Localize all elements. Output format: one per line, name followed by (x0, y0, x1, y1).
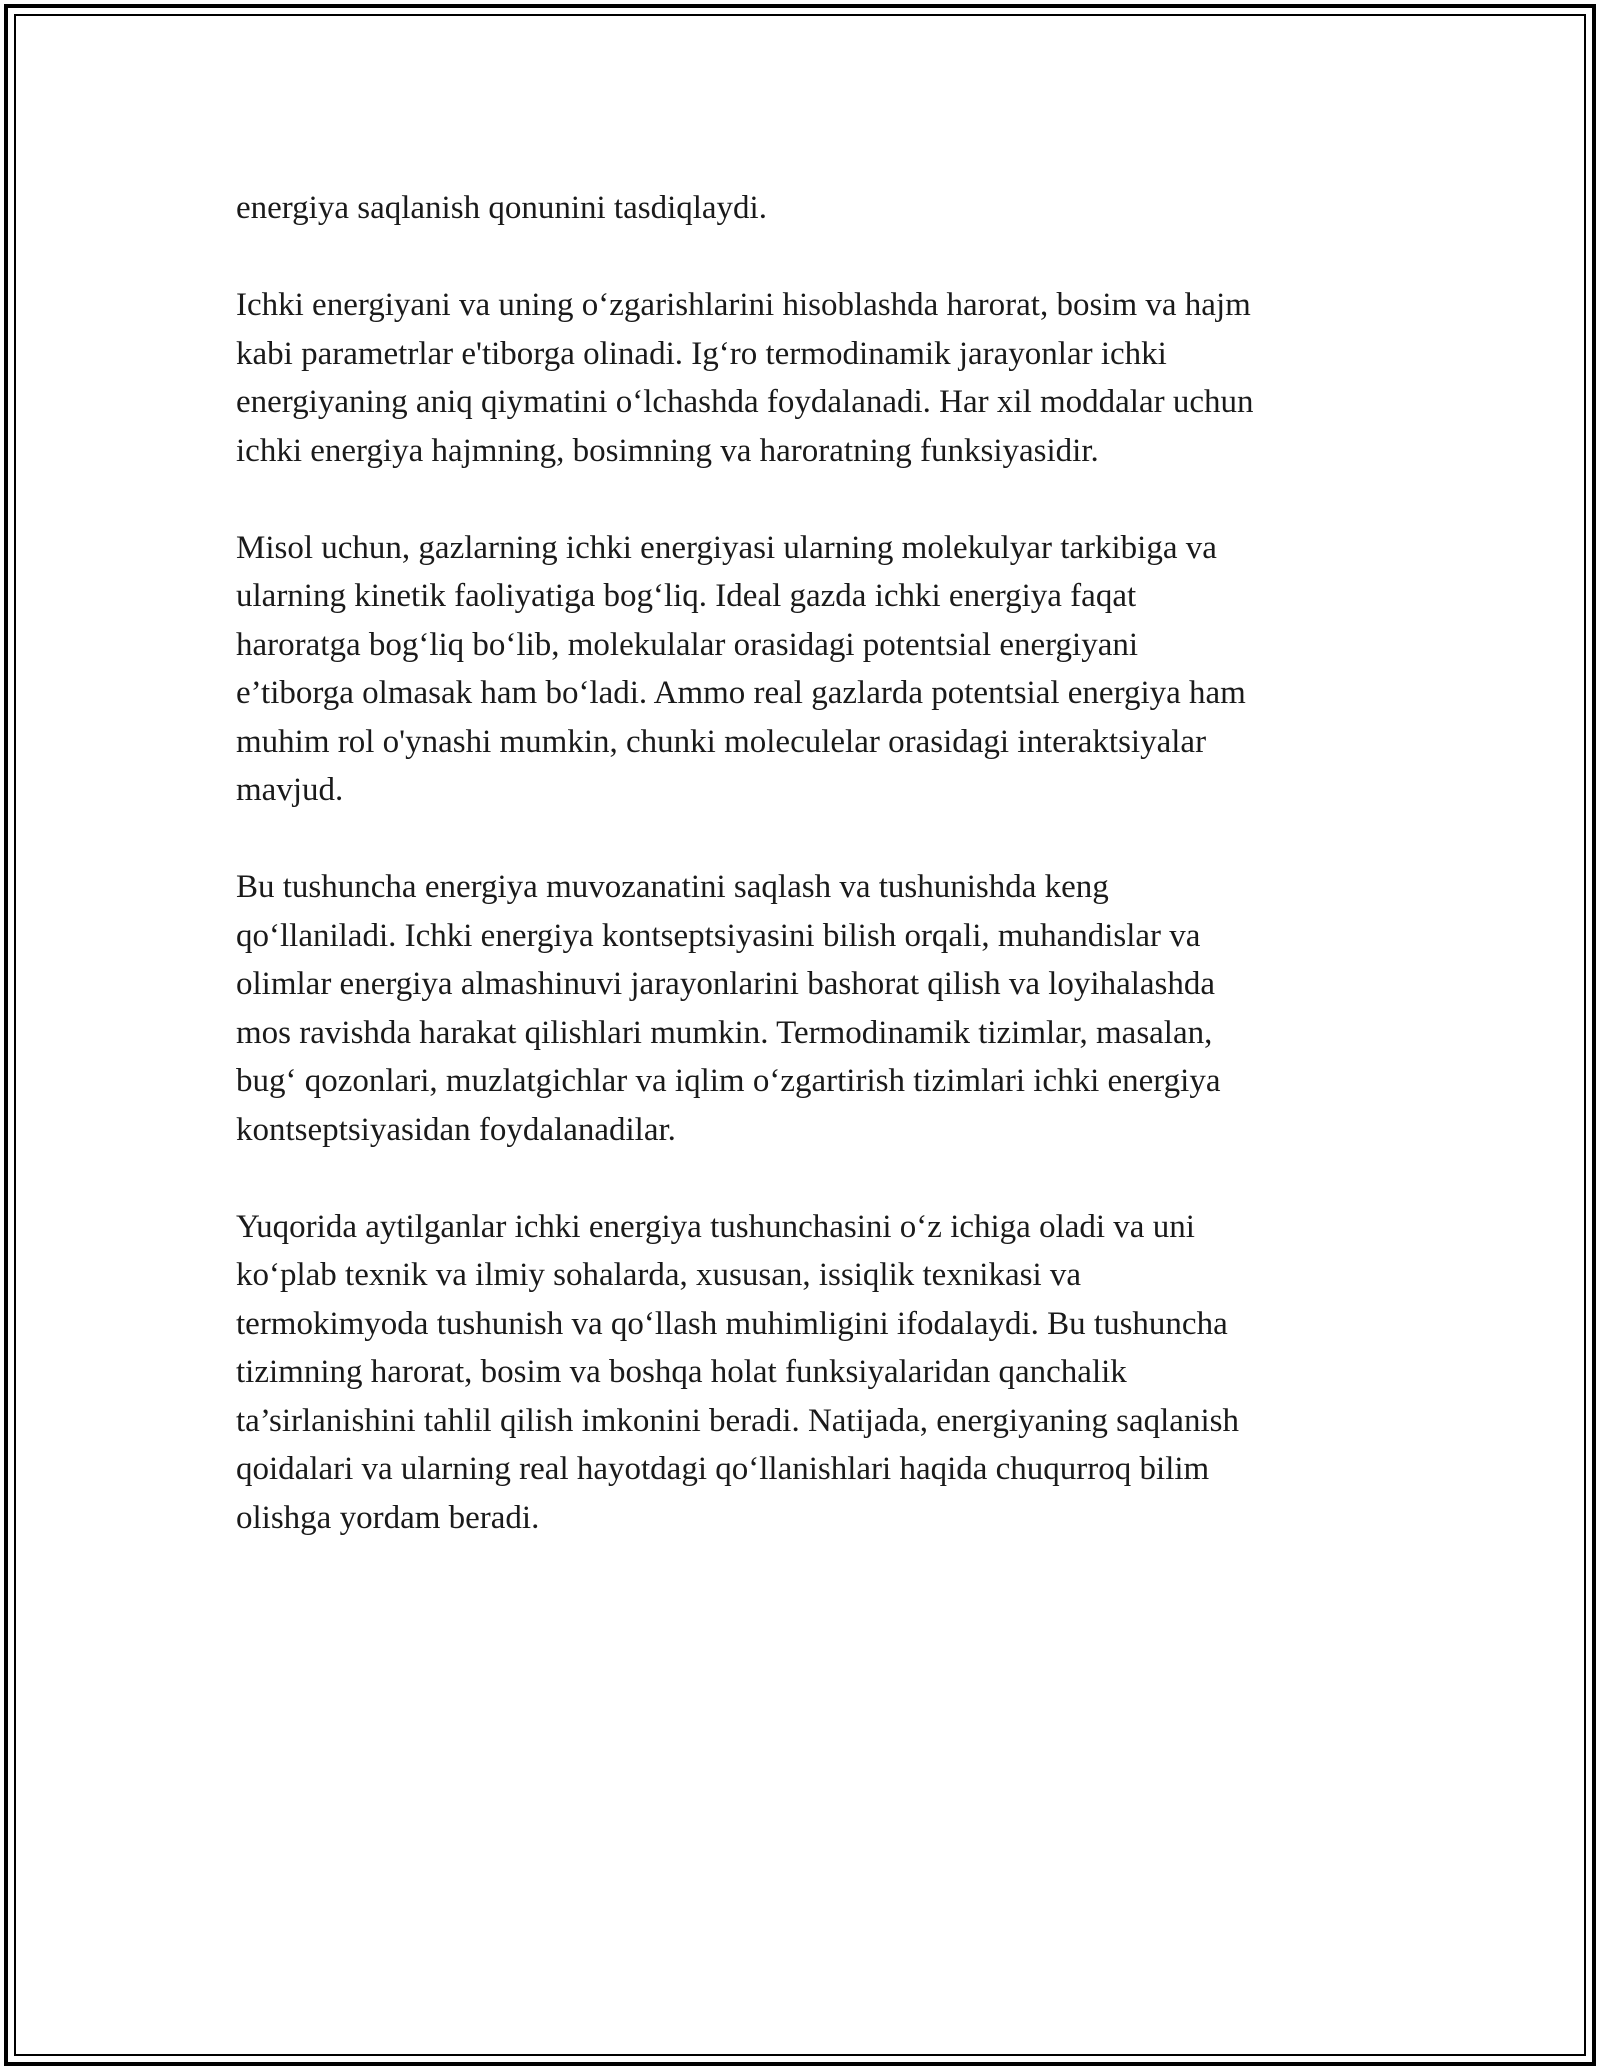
document-body (236, 184, 1386, 1591)
text-line: energiya saqlanish qonunini tasdiqlaydi. (236, 190, 767, 226)
text-line: olimlar energiya almashinuvi jarayonlarini bashorat qilish va loyihalashda (236, 966, 1216, 1002)
text-line: muhim rol o'ynashi mumkin, chunki moleculelar orasidagi interaktsiyalar (236, 723, 1207, 760)
text-line: qoidalari va ularning real hayotdagi qo‘llanishlari haqida chuqurroq bilim (236, 1451, 1210, 1487)
paragraph (236, 863, 1386, 1154)
text-line: kontseptsiyasidan foydalanadilar. (236, 1111, 676, 1148)
paragraph (236, 184, 1386, 233)
text-line: energiyaning aniq qiymatini o‘lchashda foydalanadi. Har xil moddalar uchun (236, 384, 1254, 420)
text-line: olishga yordam beradi. (236, 1499, 540, 1536)
text-line: bug‘ qozonlari, muzlatgichlar va iqlim o‘zgartirish tizimlari ichki energiya (236, 1063, 1221, 1099)
text-line: Ichki energiyani va uning o‘zgarishlarini hisoblashda harorat, bosim va hajm (236, 287, 1251, 323)
text-line: Bu tushuncha energiya muvozanatini saqlash va tushunishda keng (236, 869, 1109, 905)
text-line: tizimning harorat, bosim va boshqa holat funksiyalaridan qanchalik (236, 1354, 1127, 1390)
text-line: ta’sirlanishini tahlil qilish imkonini beradi. Natijada, energiyaning saqlanish (236, 1402, 1239, 1439)
text-line: qo‘llaniladi. Ichki energiya kontseptsiyasini bilish orqali, muhandislar va (236, 917, 1201, 954)
paragraph (236, 524, 1386, 815)
paragraph (236, 281, 1386, 475)
text-line: ichki energiya hajmning, bosimning va haroratning funksiyasidir. (236, 432, 1099, 469)
text-line: termokimyoda tushunish va qo‘llash muhimligini ifodalaydi. Bu tushuncha (236, 1305, 1228, 1342)
text-line: Yuqorida aytilganlar ichki energiya tushunchasini o‘z ichiga oladi va uni (236, 1208, 1195, 1245)
text-line: ko‘plab texnik va ilmiy sohalarda, xususan, issiqlik texnikasi va (236, 1257, 1082, 1293)
text-line: haroratga bog‘liq bo‘lib, molekulalar orasidagi potentsial energiyani (236, 626, 1139, 663)
text-line: kabi parametrlar e'tiborga olinadi. Ig‘ro termodinamik jarayonlar ichki (236, 335, 1167, 372)
paragraph (236, 1203, 1386, 1543)
text-line: ularning kinetik faoliyatiga bog‘liq. Ideal gazda ichki energiya faqat (236, 578, 1137, 614)
text-line: e’tiborga olmasak ham bo‘ladi. Ammo real gazlarda potentsial energiya ham (236, 675, 1246, 711)
text-line: mavjud. (236, 772, 344, 808)
text-line: mos ravishda harakat qilishlari mumkin. Termodinamik tizimlar, masalan, (236, 1014, 1213, 1051)
text-line: Misol uchun, gazlarning ichki energiyasi ularning molekulyar tarkibiga va (236, 529, 1217, 566)
